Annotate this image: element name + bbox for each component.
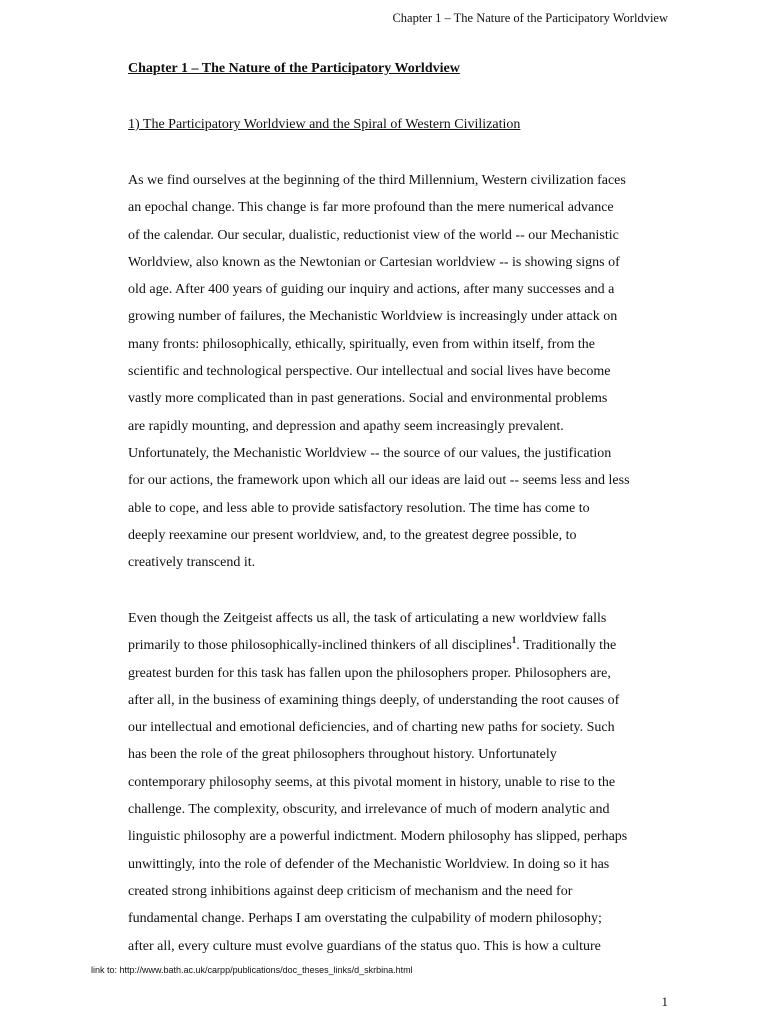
text-line: after all, in the business of examining things deeply, of understanding the root causes of — [128, 692, 620, 708]
text-line: many fronts: philosophically, ethically, spiritually, even from within itself, from the — [128, 336, 595, 352]
text-line: of the calendar. Our secular, dualistic, reductionist view of the world -- our Mechanistic — [128, 227, 619, 243]
text-line: after all, every culture must evolve guardians of the status quo. This is how a culture — [128, 938, 601, 954]
text-line: unwittingly, into the role of defender of the Mechanistic Worldview. In doing so it has — [128, 856, 610, 872]
text-line: able to cope, and less able to provide satisfactory resolution. The time has come to — [128, 500, 590, 516]
text-line: scientific and technological perspective. Our intellectual and social lives have become — [128, 364, 611, 380]
text-line: for our actions, the framework upon which all our ideas are laid out -- seems less and less — [128, 473, 630, 489]
text-line: an epochal change. This change is far more profound than the mere numerical advance — [128, 200, 614, 216]
text-line: As we find ourselves at the beginning of the third Millennium, Western civilization faces — [128, 173, 626, 188]
text-line: linguistic philosophy are a powerful indictment. Modern philosophy has slipped, perhaps — [128, 829, 628, 845]
paragraph-2 — [128, 605, 673, 960]
text-line: old age. After 400 years of guiding our inquiry and actions, after many successes and a — [128, 282, 615, 298]
text-line-with-footnote — [128, 632, 673, 659]
text-segment: . Traditionally the — [516, 638, 617, 654]
paragraph-1 — [128, 167, 673, 576]
text-line: greatest burden for this task has fallen upon the philosophers proper. Philosophers are, — [128, 665, 611, 681]
text-line: growing number of failures, the Mechanistic Worldview is increasingly under attack on — [128, 309, 618, 325]
running-header: Chapter 1 – The Nature of the Participatory Worldview — [392, 11, 668, 25]
text-line: creatively transcend it. — [128, 555, 256, 571]
text-line: fundamental change. Perhaps I am overstating the culpability of modern philosophy; — [128, 911, 602, 927]
text-line: contemporary philosophy seems, at this pivotal moment in history, unable to rise to the — [128, 774, 616, 790]
chapter-title: Chapter 1 – The Nature of the Participatory Worldview — [128, 61, 460, 76]
text-segment: primarily to those philosophically-inclined thinkers of all disciplines — [128, 638, 512, 654]
text-line: vastly more complicated than in past generations. Social and environmental problems — [128, 391, 608, 407]
footer-link[interactable]: link to: http://www.bath.ac.uk/carpp/publications/doc_theses_links/d_skrbina.html — [91, 965, 413, 975]
section-heading: 1) The Participatory Worldview and the Spiral of Western Civilization — [128, 117, 521, 132]
text-line: challenge. The complexity, obscurity, and irrelevance of much of modern analytic and — [128, 802, 610, 818]
text-line: are rapidly mounting, and depression and apathy seem increasingly prevalent. — [128, 418, 564, 434]
text-line: Worldview, also known as the Newtonian or Cartesian worldview -- is showing signs of — [128, 254, 620, 270]
text-line: our intellectual and emotional deficiencies, and of charting new paths for society. Such — [128, 720, 615, 736]
text-line: Unfortunately, the Mechanistic Worldview -- the source of our values, the justification — [128, 445, 612, 461]
text-line: deeply reexamine our present worldview, and, to the greatest degree possible, to — [128, 527, 577, 543]
text-line: has been the role of the great philosophers throughout history. Unfortunately — [128, 747, 557, 763]
text-line: created strong inhibitions against deep criticism of mechanism and the need for — [128, 883, 573, 899]
footnote-reference[interactable]: 1 — [511, 635, 517, 646]
page-number: 1 — [661, 994, 668, 1009]
text-line: Even though the Zeitgeist affects us all, the task of articulating a new worldview falls — [128, 611, 607, 626]
